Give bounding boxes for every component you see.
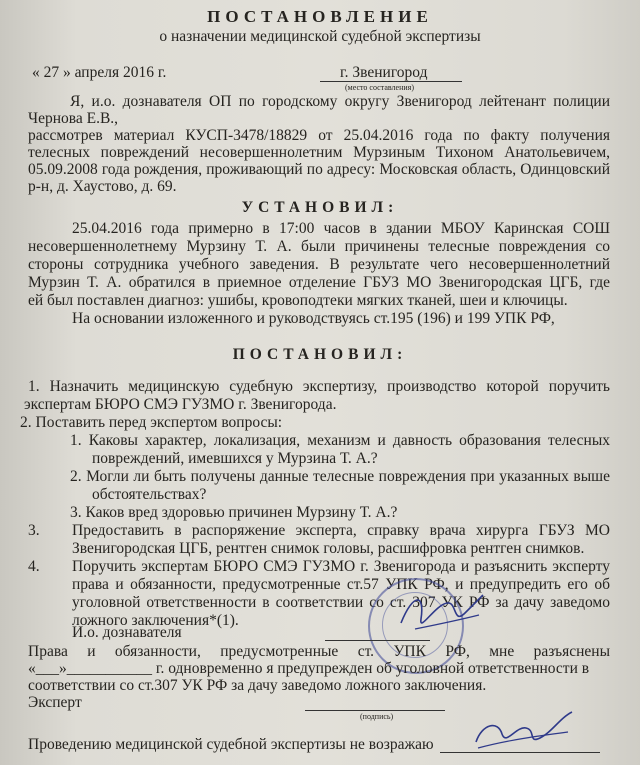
investigator-signature-line xyxy=(325,640,430,641)
signature-investigator xyxy=(395,585,485,645)
question-2-line-1: 2. Могли ли быть получены данные телесные повреждения при указанных выше xyxy=(70,468,610,485)
ustanovil-line-5: ей был поставлен диагноз: ушибы, кровоподтеки мягких тканей, шеи и ключицы. xyxy=(28,292,568,309)
footer-line-3: соответствии со ст.307 УК РФ за дачу заведомо ложного заключения. xyxy=(28,677,487,694)
postanovil-heading: ПОСТАНОВИЛ: xyxy=(232,346,408,363)
ustanovil-line-1: 25.04.2016 года примерно в 17:00 часов в здании МБОУ Каринская СОШ xyxy=(72,220,610,237)
ustanovil-line-3: стороны сотрудника учебного заведения. В результате чего несовершеннолетний xyxy=(28,256,610,273)
footer-line-2: «___»___________ г. одновременно я предупрежден об уголовной ответственности в xyxy=(28,660,590,677)
ustanovil-heading: УСТАНОВИЛ: xyxy=(241,199,399,216)
document-date: « 27 » апреля 2016 г. xyxy=(32,64,167,81)
question-1-line-1: 1. Каковы характер, локализация, механизм и давность образования телесных xyxy=(70,432,610,449)
item-4-line-3: уголовной ответственности в соответствии со ст. 307 УК РФ за дачу заведомо xyxy=(72,594,610,611)
item-3-line-2: Звенигородская ЦГБ, рентген снимок головы, расшифровка рентген снимков. xyxy=(72,540,585,557)
intro-line-5: 05.09.2008 года рождения, проживающий по адресу: Московская область, Одинцовский xyxy=(28,161,610,178)
intro-line-2: Чернова Е.В., xyxy=(28,110,119,127)
ustanovil-line-2: несовершеннолетнему Мурзину Т. А. были причинены телесные повреждения со xyxy=(28,238,610,255)
ustanovil-line-6: На основании изложенного и руководствуясь ст.195 (196) и 199 УПК РФ, xyxy=(72,310,555,327)
document-place: г. Звенигород xyxy=(340,64,428,81)
no-objection-line: Проведению медицинской судебной экспертизы не возражаю xyxy=(28,736,434,753)
place-underline xyxy=(320,81,462,82)
item-3-number: 3. xyxy=(28,522,40,539)
item-4-line-4: ложного заключения*(1). xyxy=(72,612,239,629)
question-1-line-2: повреждений, имевшихся у Мурзина Т. А.? xyxy=(92,450,378,467)
ustanovil-line-4: Мурзин Т. А. обратился в приемное отделение ГБУЗ МО Звенигородская ЦГБ, где xyxy=(28,274,610,291)
question-2-line-2: обстоятельствах? xyxy=(92,486,207,503)
question-3: 3. Каков вред здоровью причинен Мурзину Т. А.? xyxy=(70,504,398,521)
footer-line-1: Права и обязанности, предусмотренные ст. УПК РФ, мне разъяснены xyxy=(28,643,610,660)
signature-consent xyxy=(468,706,578,758)
place-caption: (место составления) xyxy=(345,83,414,92)
item-4-line-2: права и обязанности, предусмотренные ст.57 УПК РФ, и предупредить его об xyxy=(72,576,610,593)
intro-line-4: телесных повреждений несовершеннолетним Мурзиным Тихоном Анатольевичем, xyxy=(28,144,610,161)
item-1-line-1: 1. Назначить медицинскую судебную экспертизу, производство которой поручить xyxy=(28,378,610,395)
intro-line-3: рассмотрев материал КУСП-3478/18829 от 25.04.2016 года по факту получения xyxy=(28,127,610,144)
acting-investigator-label: И.о. дознавателя xyxy=(72,624,182,641)
item-4-line-1: Поручить экспертам БЮРО СМЭ ГУЗМО г. Звенигорода и разъяснить эксперту xyxy=(72,558,610,575)
expert-signature-line xyxy=(305,710,445,711)
intro-line-1: Я, и.о. дознавателя ОП по городскому округу Звенигород лейтенант полиции xyxy=(70,93,610,110)
document-title: ПОСТАНОВЛЕНИЕ xyxy=(207,7,433,26)
document-subtitle: о назначении медицинской судебной экспертизы xyxy=(159,28,481,45)
item-2-heading: 2. Поставить перед экспертом вопросы: xyxy=(20,414,283,431)
item-1-line-2: экспертам БЮРО СМЭ ГУЗМО г. Звенигорода. xyxy=(24,396,337,413)
item-3-line-1: Предоставить в распоряжение эксперта, справку врача хирурга ГБУЗ МО xyxy=(72,522,610,539)
intro-line-6: р-н, д. Хаустово, д. 69. xyxy=(28,178,177,195)
item-4-number: 4. xyxy=(28,558,40,575)
signature-caption: (подпись) xyxy=(360,712,394,721)
expert-label: Эксперт xyxy=(28,694,82,711)
